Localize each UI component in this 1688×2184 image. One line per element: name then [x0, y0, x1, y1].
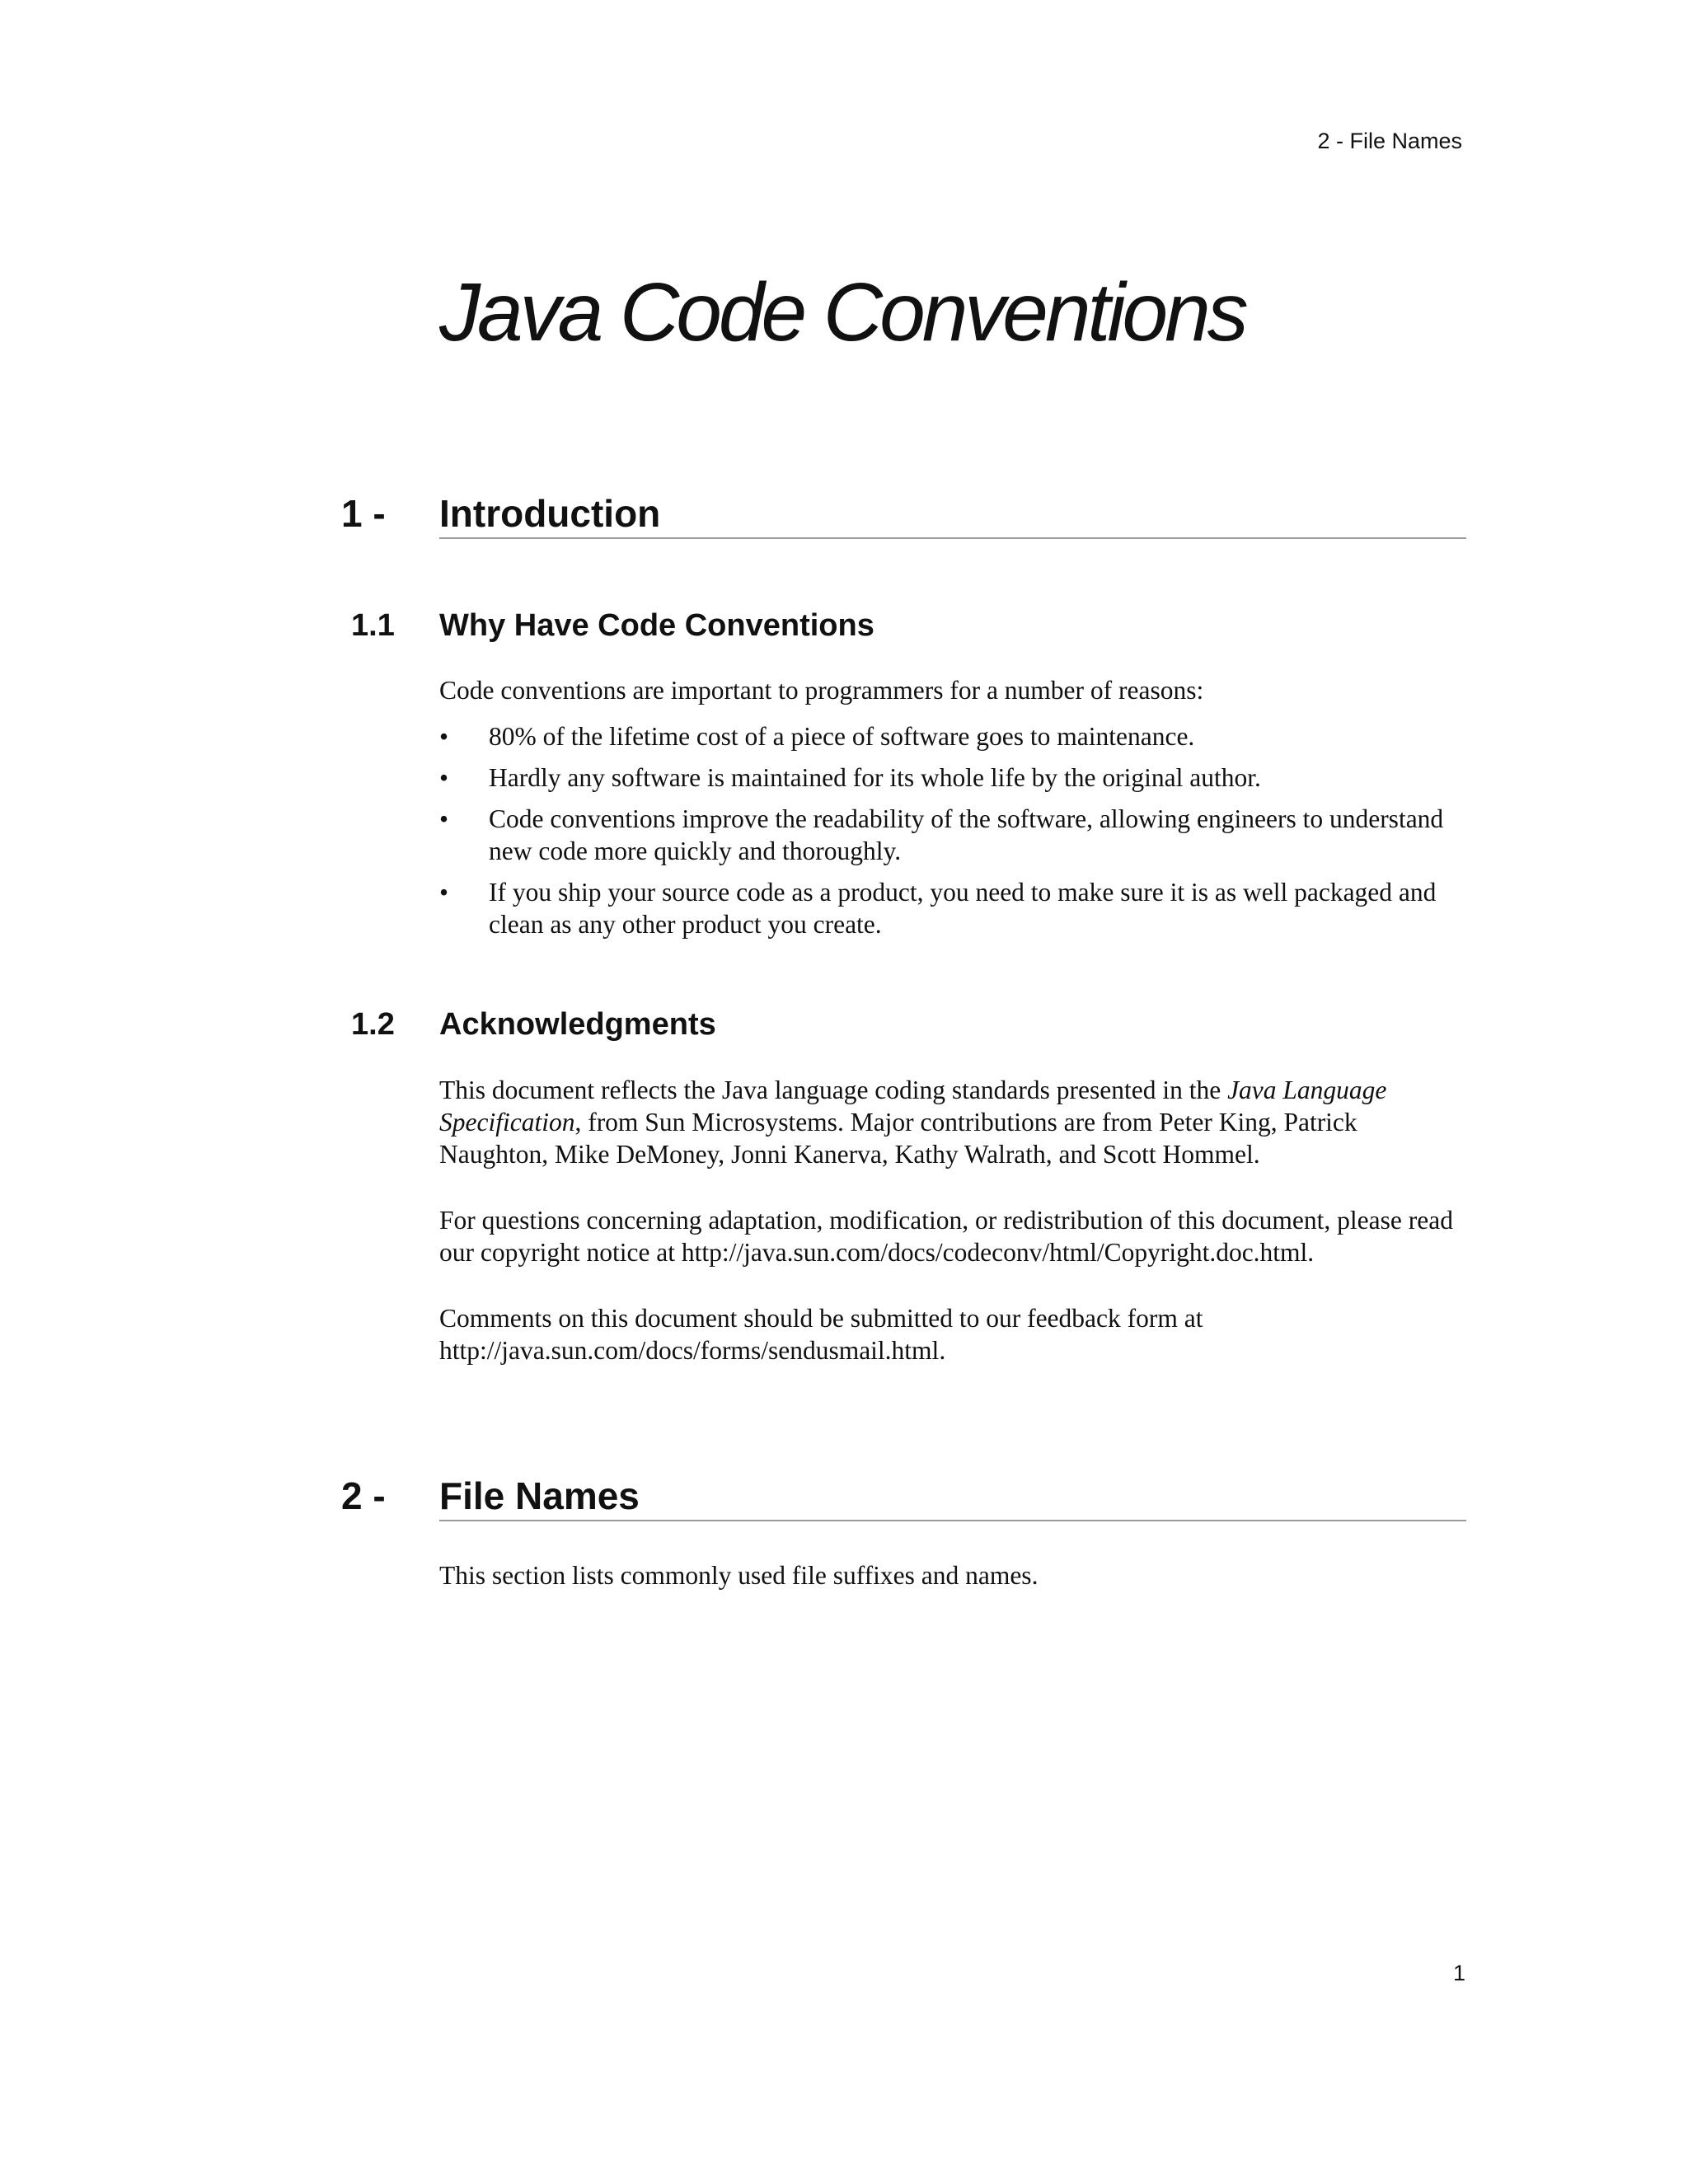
- list-item: [439, 720, 1470, 752]
- running-header: 2 - File Names: [1317, 129, 1462, 153]
- acknowledgments-text-before: This document reflects the Java language coding standards presented in the: [439, 1076, 1228, 1104]
- section-rule: [439, 537, 1466, 539]
- section-number: 1 -: [341, 492, 386, 535]
- reasons-list: [439, 720, 1470, 949]
- section-number: 2 -: [341, 1474, 386, 1517]
- list-item: [439, 762, 1470, 794]
- acknowledgments-paragraph: [439, 1074, 1470, 1170]
- feedback-paragraph: Comments on this document should be submitted to our feedback form at http://java.sun.com/docs/forms/sendusmail.html.: [439, 1304, 1203, 1365]
- why-conventions-intro: Code conventions are important to programmers for a number of reasons:: [439, 676, 1204, 705]
- acknowledgments-text-after: , from Sun Microsystems. Major contributions are from Peter King, Patrick Naughton, Mike DeMoney, Jonni Kanerva, Kathy Walrath, and Scott Hommel.: [439, 1108, 1357, 1169]
- list-item: [439, 876, 1470, 940]
- list-item: [439, 803, 1470, 867]
- bullet-icon: •: [439, 804, 449, 833]
- list-item-text: If you ship your source code as a product, you need to make sure it is as well packaged and clean as any other product you create.: [489, 878, 1437, 939]
- list-item-text: Code conventions improve the readability of the software, allowing engineers to understand new code more quickly and thoroughly.: [489, 804, 1444, 865]
- bullet-icon: •: [439, 722, 449, 751]
- document-title: Java Code Conventions: [439, 266, 1245, 359]
- subsection-title: Why Have Code Conventions: [439, 608, 874, 643]
- page-number: 1: [1452, 1961, 1465, 1985]
- bullet-icon: •: [439, 763, 449, 792]
- section-title: Introduction: [439, 492, 661, 535]
- bullet-icon: •: [439, 878, 449, 907]
- list-item-text: 80% of the lifetime cost of a piece of software goes to maintenance.: [489, 722, 1195, 751]
- subsection-title: Acknowledgments: [439, 1007, 716, 1042]
- file-names-intro: This section lists commonly used file suffixes and names.: [439, 1561, 1039, 1590]
- spec-title-emphasis: Java Language Specification: [439, 1076, 1387, 1137]
- copyright-paragraph: For questions concerning adaptation, modification, or redistribution of this document, please read our copyright notice at http://java.sun.com/docs/codeconv/html/Copyright.doc.html.: [439, 1206, 1453, 1267]
- subsection-number: 1.2: [351, 1007, 395, 1042]
- subsection-number: 1.1: [351, 608, 395, 643]
- list-item-text: Hardly any software is maintained for its whole life by the original author.: [489, 763, 1261, 792]
- section-rule: [439, 1520, 1466, 1521]
- section-title: File Names: [439, 1474, 640, 1517]
